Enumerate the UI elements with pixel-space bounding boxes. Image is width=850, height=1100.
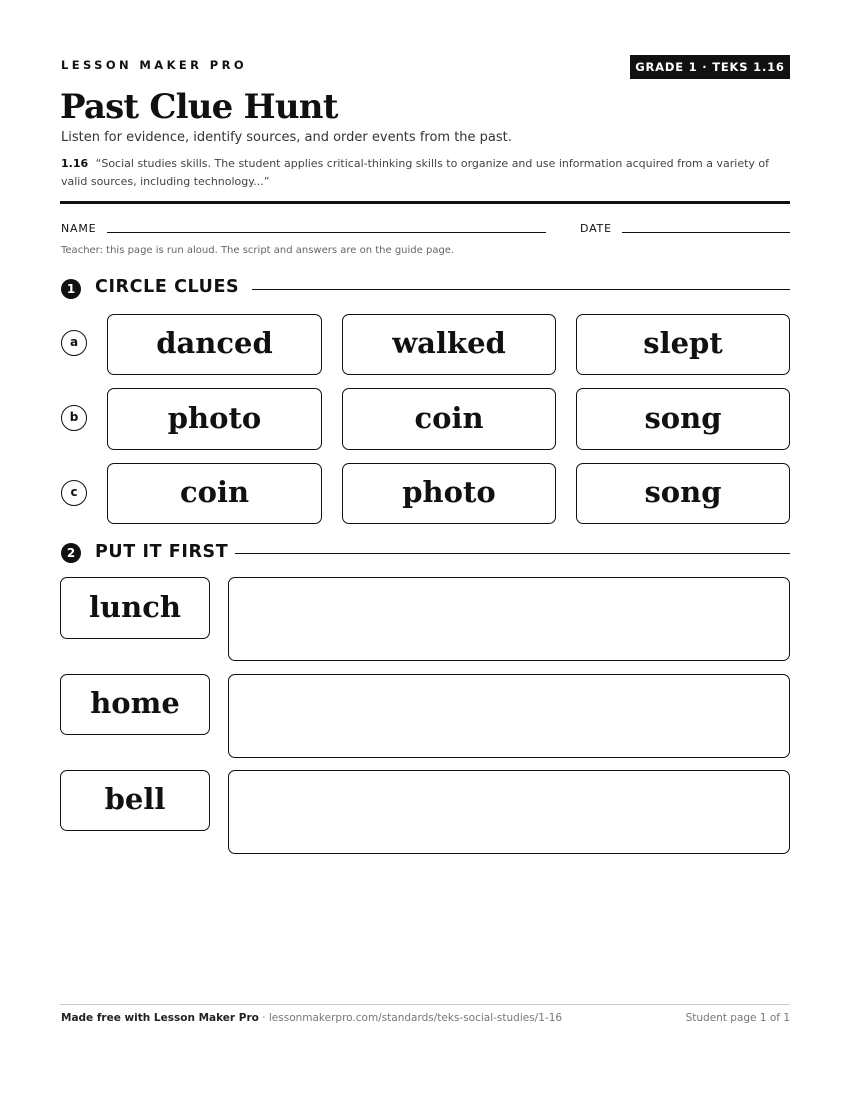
footer-made-with: Made free with Lesson Maker Pro (61, 1012, 259, 1024)
word-card-a-3[interactable]: slept (576, 314, 790, 375)
page-title: Past Clue Hunt (60, 87, 338, 127)
word-card-a-1[interactable]: danced (107, 314, 322, 375)
row-a-letter: a (61, 330, 87, 356)
name-label: NAME (61, 222, 97, 235)
date-field[interactable] (622, 232, 790, 233)
row-b-letter: b (61, 405, 87, 431)
section-1-title: CIRCLE CLUES (95, 277, 240, 297)
name-field[interactable] (107, 232, 546, 233)
grade-badge: GRADE 1 · TEKS 1.16 (630, 55, 790, 79)
date-label: DATE (580, 222, 612, 235)
section-2-rule (235, 553, 790, 554)
header-divider (60, 201, 790, 204)
footer-separator: · (258, 1012, 269, 1024)
word-card-b-2[interactable]: coin (342, 388, 556, 450)
teacher-note: Teacher: this page is run aloud. The script and answers are on the guide page. (61, 245, 455, 256)
standard-code: 1.16 (61, 157, 89, 170)
word-card-c-3[interactable]: song (576, 463, 790, 524)
event-card-2[interactable]: home (60, 674, 210, 735)
answer-box-2[interactable] (228, 674, 790, 758)
word-card-c-2[interactable]: photo (342, 463, 556, 524)
standard-description (61, 155, 791, 191)
word-card-b-1[interactable]: photo (107, 388, 322, 450)
word-card-b-3[interactable]: song (576, 388, 790, 450)
footer-url[interactable]: lessonmakerpro.com/standards/teks-social-studies/1-16 (268, 1012, 563, 1024)
footer-divider (60, 1004, 790, 1005)
word-card-c-1[interactable]: coin (107, 463, 322, 524)
page-subtitle: Listen for evidence, identify sources, and order events from the past. (61, 130, 512, 145)
standard-text: “Social studies skills. The student applies critical-thinking skills to organize and use information acquired from a variety of valid sources, including technology...” (61, 157, 770, 188)
section-1-rule (252, 289, 790, 290)
row-c-letter: c (61, 480, 87, 506)
word-card-a-2[interactable]: walked (342, 314, 556, 375)
section-1-number: 1 (61, 279, 81, 299)
event-card-3[interactable]: bell (60, 770, 210, 831)
event-card-1[interactable]: lunch (60, 577, 210, 639)
answer-box-3[interactable] (228, 770, 790, 854)
section-2-title: PUT IT FIRST (95, 542, 229, 562)
footer-page-number: Student page 1 of 1 (685, 1012, 790, 1024)
footer-credit (61, 1012, 562, 1024)
answer-box-1[interactable] (228, 577, 790, 661)
section-2-number: 2 (61, 543, 81, 563)
brand-name: LESSON MAKER PRO (61, 58, 248, 72)
